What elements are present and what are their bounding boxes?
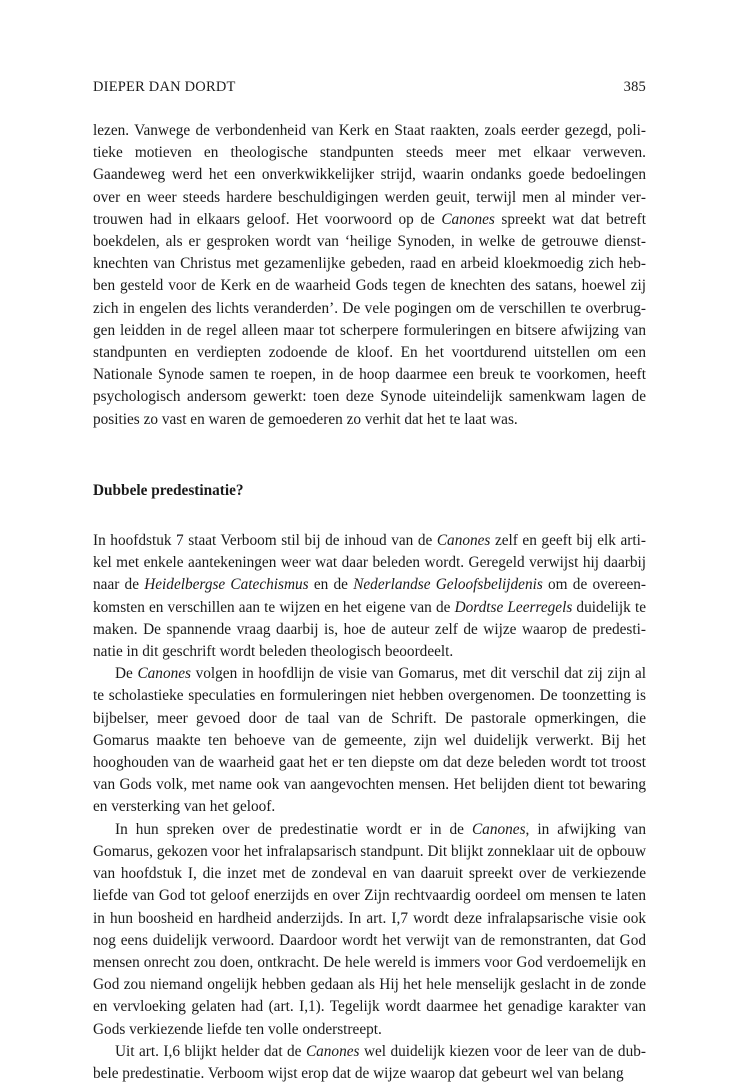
italic-title: Canones	[471, 820, 526, 838]
text-run: volgen in hoofdlijn de visie van Gomarus, met dit verschil dat zij zijn al te scholastieke speculaties en formuleringen niet hebben overgenomen. De toonzetting is bijbelser, meer gevoed door de taal van de Schrift. De pastorale opmerkingen, die Gomarus maakte ten behoeve van de gemeente, zijn wel duidelijk verwerkt. Bij het hooghouden van de waarheid gaat het er ten diepste om dat deze beleden wordt tot troost van Gods volk, met name ook van aangevochten mensen. Het belijden dient tot bewaring en versterking van het geloof.	[93, 665, 646, 816]
paragraph-1	[93, 120, 646, 431]
text-run: en de	[308, 576, 354, 594]
italic-title: Canones	[436, 532, 491, 550]
italic-title: Canones	[137, 665, 191, 683]
text-run: lezen. Vanwege de verbondenheid van Kerk en Staat raakten, zoals eerder gezegd, politieke motieven en theologische standpunten steeds meer met elkaar verweven. Gaandeweg werd het een onverkwikkelijker strijd, waarin ondanks goede bedoelingen over en weer steeds hardere beschuldigingen werden geuit, terwijl men al minder vertrouwen had in elkaars geloof. Het voorwoord op de	[93, 122, 646, 228]
paragraph-3	[93, 663, 646, 818]
italic-title: Dordtse Leerregels	[454, 598, 573, 616]
paragraph-5	[93, 1041, 646, 1085]
text-run: spreekt wat dat betreft boekdelen, als er gesproken wordt van ‘heilige Synoden, in welke de getrouwe dienstknechten van Christus met gezamenlijke gebeden, raad en arbeid kloekmoedig zich hebben gesteld voor de Kerk en de waarheid Gods tegen de knechten des satans, hoewel zij zich in engelen des lichts veranderden’. De vele pogingen om de verschillen te overbruggen leidden in de regel alleen maar tot scherpere formuleringen en bitsere afwijzing van standpunten en verdiepten zodoende de kloof. En het voortdurend uitstellen om een Nationale Synode samen te roepen, in de hoop daarmee een breuk te voorkomen, heeft psychologisch andersom gewerkt: toen deze Synode uiteindelijk samenkwam lagen de posities zo vast en waren de gemoederen zo verhit dat het te laat was.	[93, 210, 646, 428]
text-run: wel duidelijk kiezen voor de leer van de dubbele predestinatie. Verboom wijst erop dat de wijze waarop dat gebeurt wel van belang	[93, 1042, 646, 1082]
italic-title: Canones	[441, 210, 495, 228]
text-run: Uit art. I,6 blijkt helder dat de	[115, 1042, 306, 1060]
text-run: duidelijk te maken. De spannende vraag daarbij is, hoe de auteur zelf de wijze waarop de predestinatie in dit geschrift wordt beleden theologisch beoordeelt.	[93, 598, 646, 661]
italic-title: Heidelbergse Catechismus	[144, 576, 309, 594]
text-run: , in afwijking van Gomarus, gekozen voor het infralapsarisch standpunt. Dit blijkt zonneklaar uit de opbouw van hoofdstuk I, die inzet met de zondeval en van daaruit spreekt over de verkiezende liefde van God tot geloof enerzijds en over Zijn rechtvaardig oordeel om mensen te laten in hun boosheid en hardheid anderzijds. In art. I,7 wordt deze infralapsarische visie ook nog eens duidelijk verwoord. Daardoor wordt het verwijt van de remonstranten, dat God mensen onrecht zou doen, ontkracht. De hele wereld is immers voor God verdoemelijk en God zou niemand ongelijk hebben gedaan als Hij het hele menselijk geslacht in de zonde en vervloeking gelaten had (art. I,1). Tegelijk wordt daarmee het genadige karakter van Gods verkiezende liefde ten volle onderstreept.	[93, 820, 646, 1038]
paragraph-2	[93, 530, 646, 663]
text-run: zelf en geeft bij elk artikel met enkele aantekeningen weer wat daar beleden wordt. Geregeld verwijst hij daarbij naar de	[93, 532, 646, 594]
paragraph-4	[93, 819, 646, 1041]
text-run: De	[115, 665, 138, 683]
italic-title: Canones	[305, 1042, 360, 1060]
page-number: 385	[623, 79, 646, 95]
heading-spacer	[93, 502, 646, 530]
text-run: om de overeenkomsten en verschillen aan te wijzen en het eigene van de	[93, 576, 646, 616]
text-run: In hoofdstuk 7 staat Verboom stil bij de inhoud van de	[93, 532, 437, 550]
section-spacer	[93, 431, 646, 480]
body-text	[93, 120, 646, 1085]
italic-title: Nederlandse Geloofsbelijdenis	[353, 576, 543, 594]
running-head-title: DIEPER DAN DORDT	[93, 79, 236, 95]
text-run: In hun spreken over de predestinatie wordt er in de	[115, 820, 472, 838]
section-heading: Dubbele predestinatie?	[93, 481, 244, 499]
